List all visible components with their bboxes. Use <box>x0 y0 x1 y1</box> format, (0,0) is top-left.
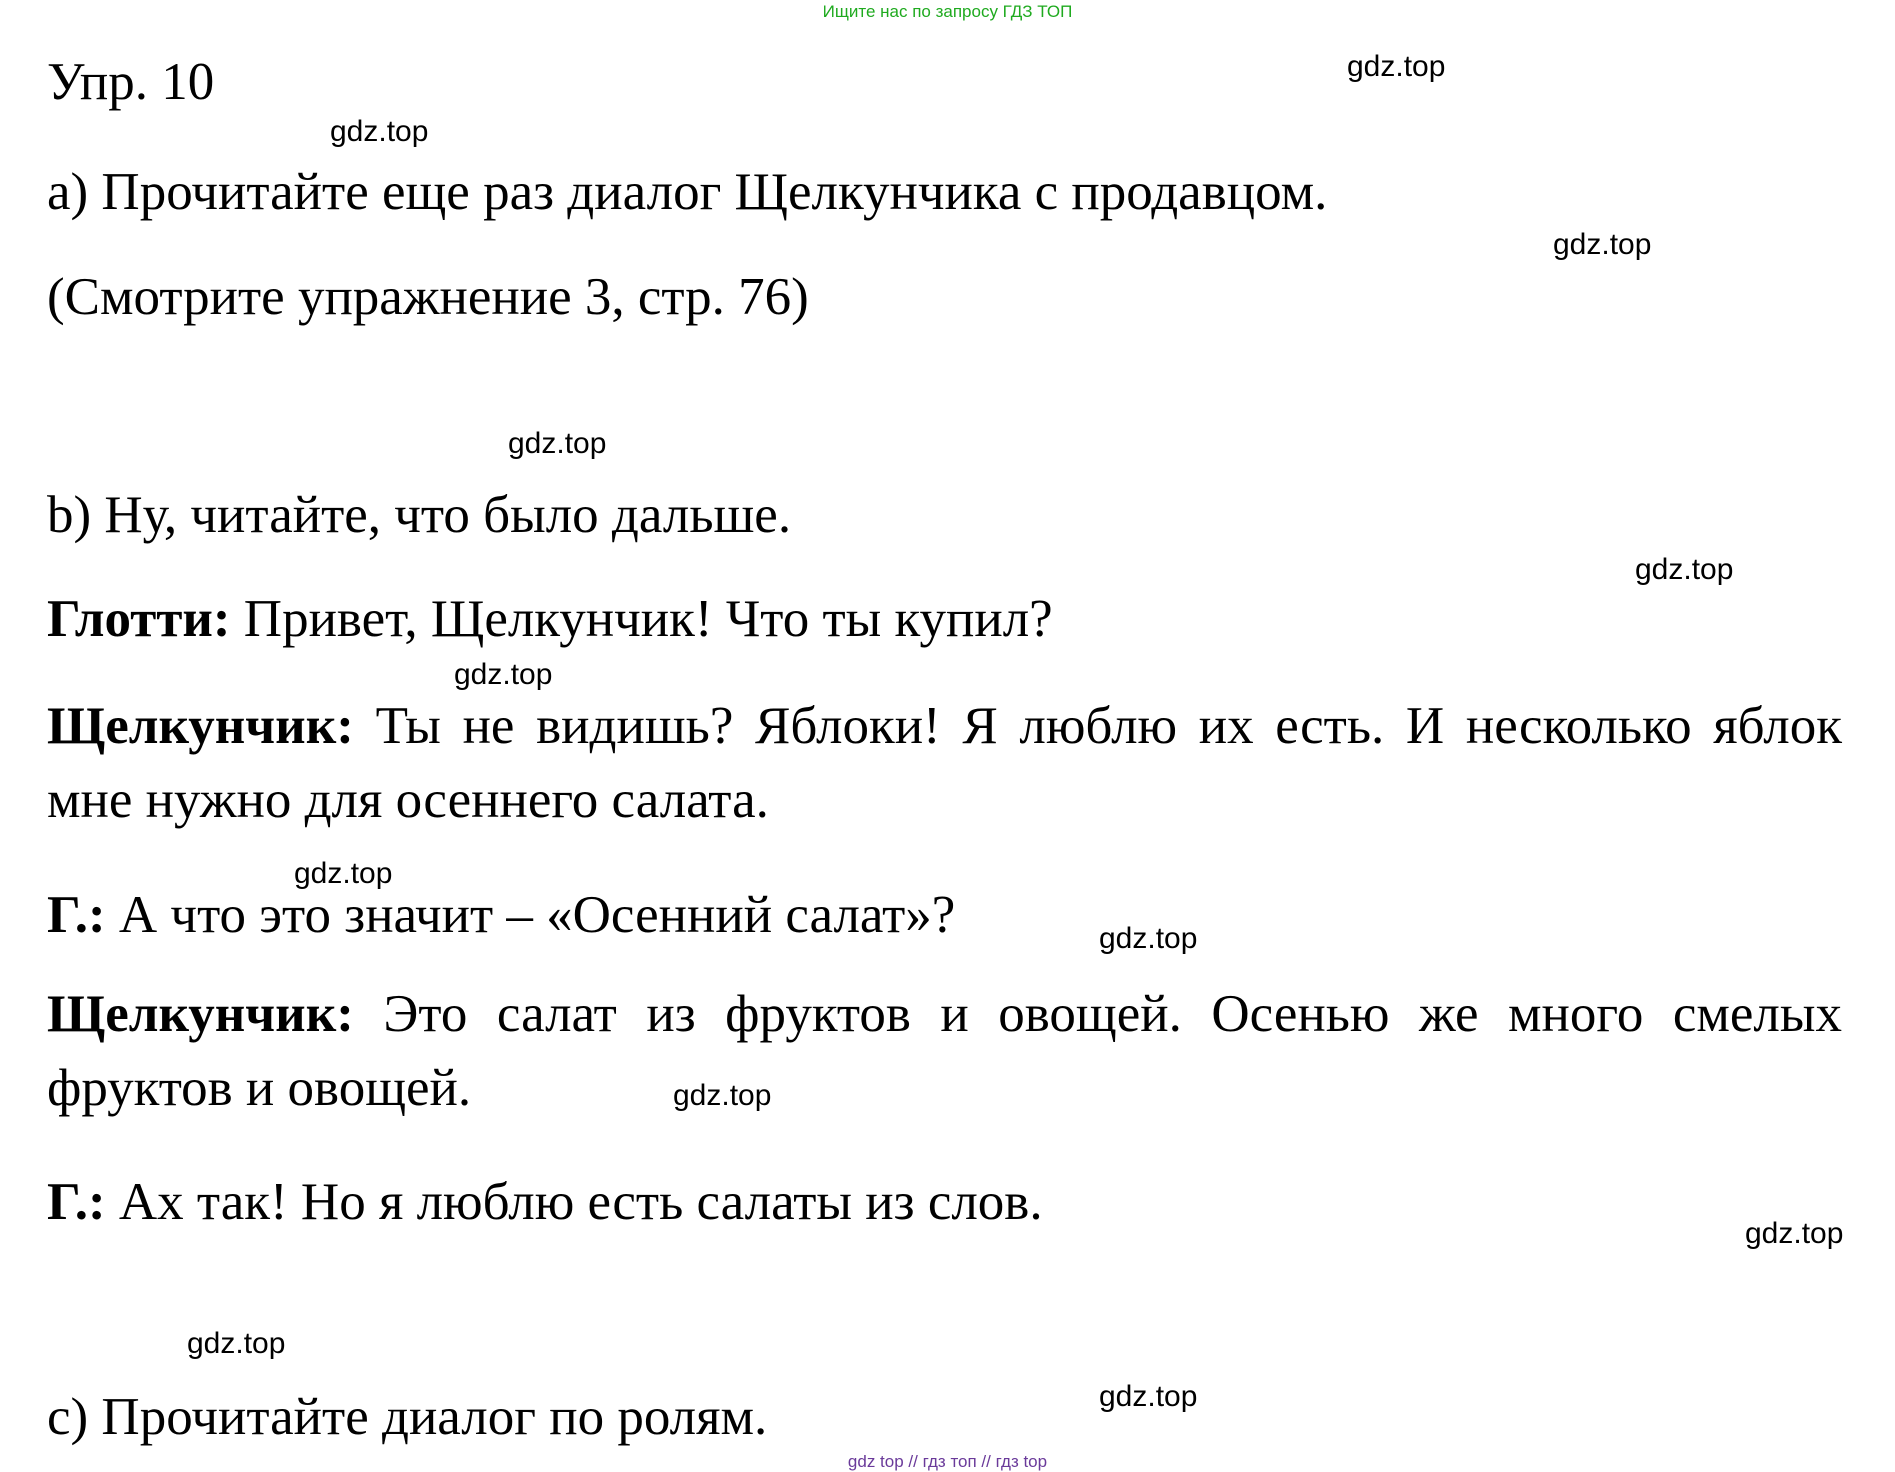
dialogue-text: Ах так! Но я люблю есть салаты из слов. <box>105 1173 1043 1231</box>
task-b: b) Ну, читайте, что было дальше. <box>47 486 792 544</box>
dialogue-text: Привет, Щелкунчик! Что ты купил? <box>230 590 1053 648</box>
watermark: gdz.top <box>1099 1380 1198 1413</box>
dialogue-line <box>47 689 1842 837</box>
watermark: gdz.top <box>1347 50 1446 83</box>
watermark: gdz.top <box>508 427 607 460</box>
task-a: a) Прочитайте еще раз диалог Щелкунчика с продавцом. <box>47 163 1328 221</box>
dialogue-text: Ты не видишь? Яблоки! Я люблю их есть. И несколько яблок мне нужно для осеннего салата. <box>47 697 1842 829</box>
watermark: gdz.top <box>1635 553 1734 586</box>
top-banner: Ищите нас по запросу ГДЗ ТОП <box>822 2 1073 21</box>
dialogue-line <box>47 977 1842 1125</box>
watermark: gdz.top <box>1745 1217 1844 1250</box>
dialogue-line <box>47 587 1053 651</box>
watermark: gdz.top <box>673 1079 772 1112</box>
watermark: gdz.top <box>294 857 393 890</box>
speaker-label: Глотти: <box>47 590 231 648</box>
dialogue-line <box>47 883 955 947</box>
watermark: gdz.top <box>454 658 553 691</box>
watermark: gdz.top <box>187 1327 286 1360</box>
speaker-label: Г.: <box>47 886 106 944</box>
speaker-label: Щелкунчик: <box>47 697 354 755</box>
speaker-label: Г.: <box>47 1173 106 1231</box>
dialogue-line <box>47 1170 1043 1234</box>
exercise-title: Упр. 10 <box>47 53 215 111</box>
task-c: c) Прочитайте диалог по ролям. <box>47 1388 768 1446</box>
footer-watermark: gdz top // гдз топ // гдз top <box>847 1452 1048 1471</box>
watermark: gdz.top <box>1553 228 1652 261</box>
dialogue-text: Это салат из фруктов и овощей. Осенью же много смелых фруктов и овощей. <box>47 985 1842 1117</box>
task-a-reference: (Смотрите упражнение 3, стр. 76) <box>47 268 809 326</box>
watermark: gdz.top <box>330 115 429 148</box>
speaker-label: Щелкунчик: <box>47 985 354 1043</box>
watermark: gdz.top <box>1099 922 1198 955</box>
dialogue-text: А что это значит – «Осенний салат»? <box>105 886 956 944</box>
